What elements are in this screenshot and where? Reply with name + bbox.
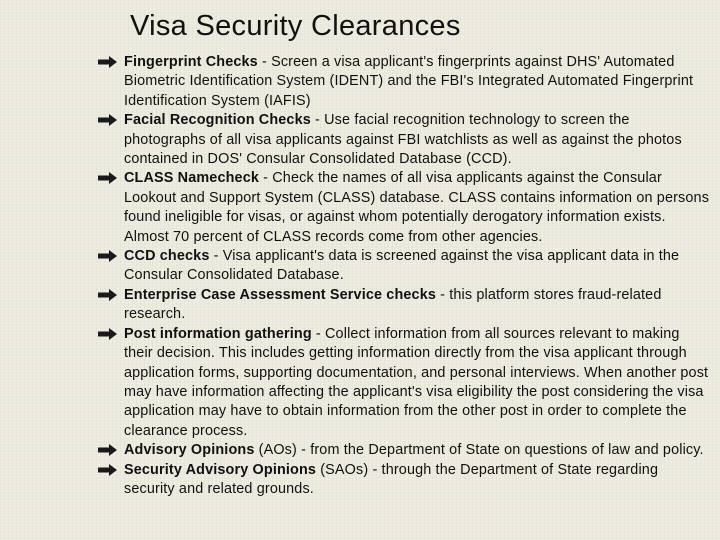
bullet-text: (AOs) - from the Department of State on questions of law and policy. — [254, 442, 704, 459]
bullet-advisory-opinions — [98, 441, 710, 460]
bullet-text: - Use facial recognition technology to screen the photographs of all visa applicants against FBI watchlists as well as against the photos contained in DOS' Consular Consolidated Database (CCD). — [124, 112, 682, 168]
bullet-term: CCD checks — [124, 248, 210, 265]
arrow-bullet-icon — [98, 464, 117, 476]
arrow-bullet-icon — [98, 289, 117, 301]
arrow-bullet-icon — [98, 114, 117, 126]
bullet-term: Enterprise Case Assessment Service checks — [124, 286, 436, 303]
bullet-term: CLASS Namecheck — [124, 170, 260, 187]
bullet-ccd-checks — [98, 247, 710, 286]
bullet-term: Fingerprint Checks — [124, 54, 258, 70]
arrow-bullet-icon — [98, 444, 117, 456]
bullet-term: Post information gathering — [124, 325, 312, 342]
slide-title: Visa Security Clearances — [130, 10, 461, 42]
bullet-term: Advisory Opinions — [124, 442, 255, 459]
bullet-class-namecheck — [98, 169, 710, 247]
arrow-bullet-icon — [98, 172, 117, 184]
arrow-bullet-icon — [98, 56, 117, 68]
bullet-text: - Visa applicant's data is screened against the visa applicant data in the Consular Consolidated Database. — [124, 248, 680, 284]
bullet-text: (SAOs) - through the Department of State regarding security and related grounds. — [124, 461, 659, 497]
bullet-enterprise-case-assessment — [98, 286, 710, 325]
bullet-security-advisory-opinions — [98, 461, 710, 500]
bullet-text: - Screen a visa applicant's fingerprints against DHS' Automated Biometric Identification System (IDENT) and the FBI's Integrated Automated Fingerprint Identification System (IAFIS) — [124, 54, 694, 109]
bullet-term: Security Advisory Opinions — [124, 461, 317, 478]
bullet-text: - Collect information from all sources relevant to making their decision. This includes getting information directly from the visa applicant through application forms, supporting documentation, and personal interviews. When another post may have information affecting the applicant's visa eligibility the post considering the visa application may have to obtain information from the other post in order to complete the clearance process. — [124, 325, 709, 439]
arrow-bullet-icon — [98, 328, 117, 340]
arrow-bullet-icon — [98, 250, 117, 262]
bullet-post-information-gathering — [98, 325, 710, 441]
bullet-term: Facial Recognition Checks — [124, 112, 311, 129]
bullet-list — [98, 53, 710, 499]
bullet-fingerprint-checks — [98, 53, 710, 111]
bullet-facial-recognition — [98, 111, 710, 169]
bullet-text: - Check the names of all visa applicants against the Consular Lookout and Support System (CLASS) database. CLASS contains information on persons found ineligible for visas, or against whom potentially derogatory information exists. Almost 70 percent of CLASS records come from other agencies. — [124, 170, 710, 245]
bullet-text: - this platform stores fraud-related research. — [124, 286, 662, 323]
